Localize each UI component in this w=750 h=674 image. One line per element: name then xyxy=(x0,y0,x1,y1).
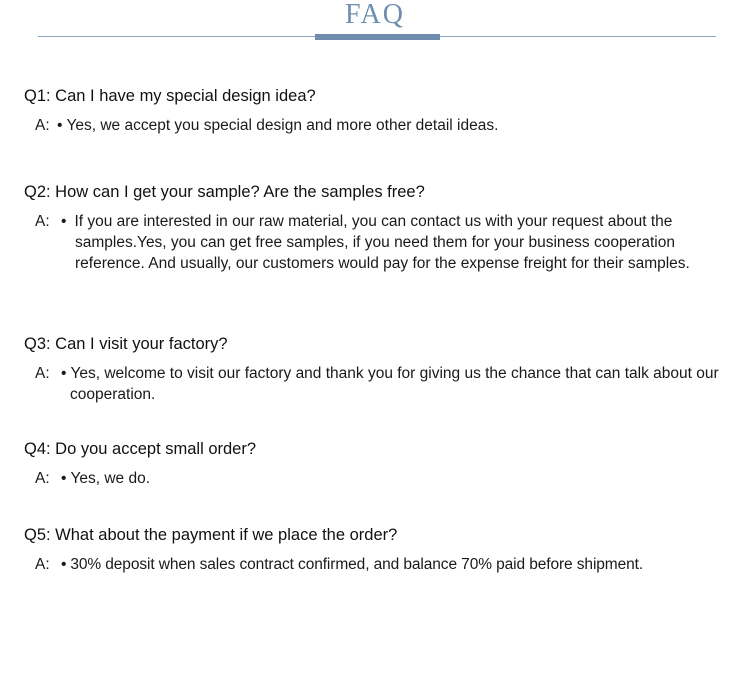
answer-prefix: A: xyxy=(35,117,50,134)
faq-question-5: Q5: What about the payment if we place the order? xyxy=(24,526,398,544)
faq-question-3: Q3: Can I visit your factory? xyxy=(24,335,228,353)
faq-answer-1 xyxy=(24,115,746,136)
faq-item-3 xyxy=(24,334,746,405)
bullet-icon: • xyxy=(57,117,63,134)
answer-text: If you are interested in our raw material, you can contact us with your request about the samples.Yes, you can get free samples, if you need them for your business cooperation reference. And usually, our customers would pay for the expense freight for their samples. xyxy=(74,213,690,272)
answer-text: Yes, we accept you special design and more other detail ideas. xyxy=(66,117,499,134)
faq-answer-4 xyxy=(24,468,746,489)
faq-answer-2 xyxy=(24,211,746,274)
answer-text: 30% deposit when sales contract confirmed, and balance 70% paid before shipment. xyxy=(70,556,644,573)
answer-body xyxy=(24,363,720,405)
answer-text: Yes, welcome to visit our factory and thank you for giving us the chance that can talk about our cooperation. xyxy=(70,365,719,403)
faq-item-5 xyxy=(24,525,746,575)
faq-item-4 xyxy=(24,439,746,489)
title-accent-bar xyxy=(315,34,440,40)
faq-question-4: Q4: Do you accept small order? xyxy=(24,440,257,458)
page-title: FAQ xyxy=(345,0,405,30)
answer-body xyxy=(24,468,746,489)
answer-prefix: A: xyxy=(35,556,50,573)
faq-question-1: Q1: Can I have my special design idea? xyxy=(24,87,316,105)
answer-prefix: A: xyxy=(35,470,50,487)
faq-question-2: Q2: How can I get your sample? Are the samples free? xyxy=(24,183,425,201)
answer-prefix: A: xyxy=(35,213,50,230)
answer-body xyxy=(24,554,746,575)
answer-body xyxy=(24,211,695,274)
faq-answer-3 xyxy=(24,363,746,405)
faq-item-2 xyxy=(24,182,746,274)
faq-item-1 xyxy=(24,86,746,136)
answer-text: Yes, we do. xyxy=(70,470,151,487)
bullet-icon: • xyxy=(61,470,67,487)
answer-prefix: A: xyxy=(35,365,50,382)
answer-body xyxy=(24,115,746,136)
faq-answer-5 xyxy=(24,554,746,575)
bullet-icon: • xyxy=(61,365,67,382)
bullet-icon: • xyxy=(61,556,67,573)
bullet-icon: • xyxy=(61,213,67,230)
